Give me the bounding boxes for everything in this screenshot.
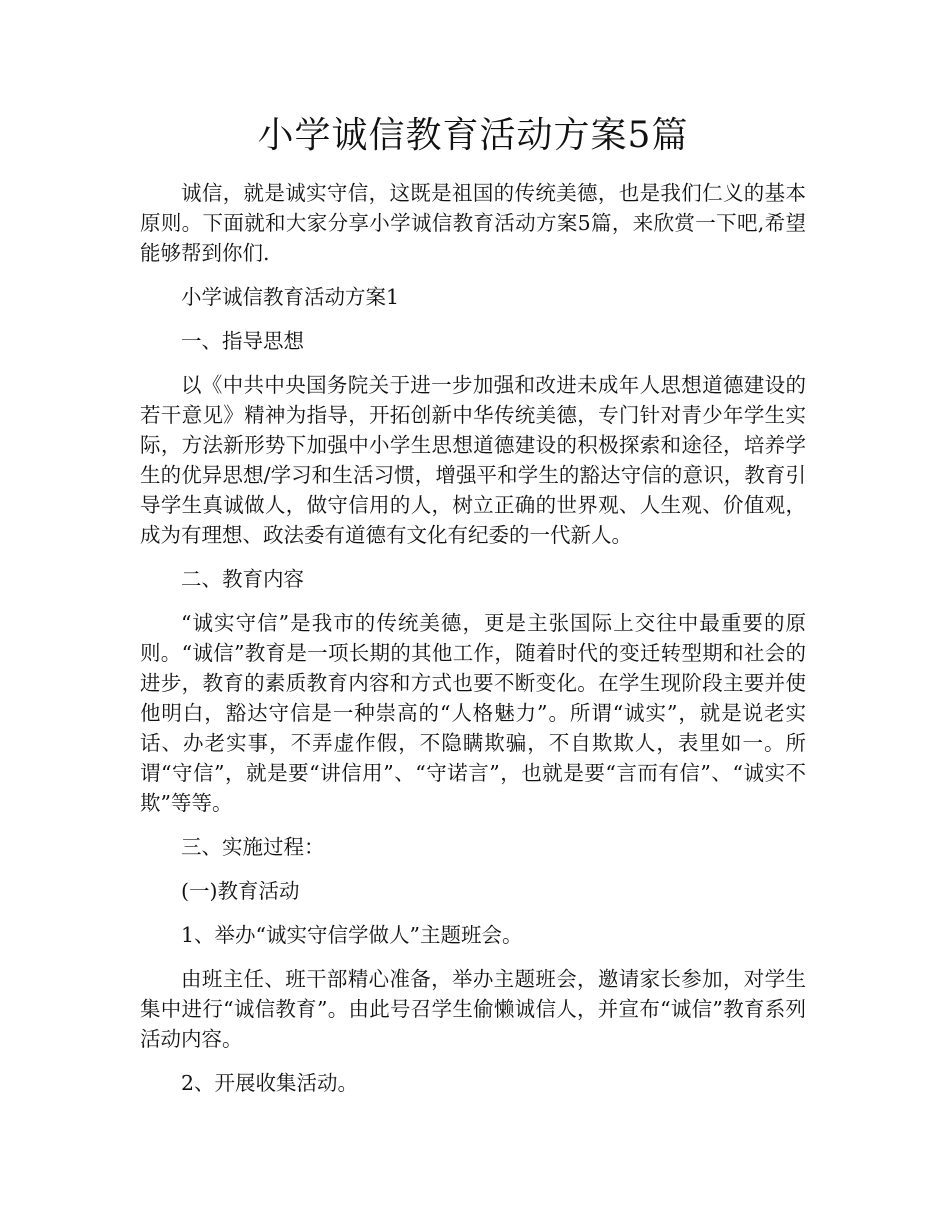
document-title: 小学诚信教育活动方案5篇	[257, 115, 689, 156]
paragraph-education-content: “诚实守信”是我市的传统美德，更是主张国际上交往中最重要的原则。“诚信”教育是一项长期的其他工作，随着时代的变迁转型期和社会的进步，教育的素质教育内容和方式也要不断变化。在学生现阶段主要并使他明白，豁达守信是一种崇高的“人格魅力”。所谓“诚实”，就是说老实话、办老实事，不弄虚作假，不隐瞒欺骗，不自欺欺人，表里如一。所谓“守信”，就是要“讲信用”、“守诺言”，也就是要“言而有信”、“诚实不欺”等等。	[140, 611, 806, 815]
heading-education-content: 二、教育内容	[181, 567, 304, 591]
paragraph-guiding-ideology: 以《中共中央国务院关于进一步加强和改进未成年人思想道德建设的若干意见》精神为指导，开拓创新中华传统美德，专门针对青少年学生实际，方法新形势下加强中小学生思想道德建设的积极探索和途径，培养学生的优异思想/学习和生活习惯，增强平和学生的豁达守信的意识，教育引导学生真诚做人，做守信用的人，树立正确的世界观、人生观、价值观，成为有理想、政法委有道德有文化有纪委的一代新人。	[140, 373, 806, 547]
intro-paragraph: 诚信，就是诚实守信，这既是祖国的传统美德，也是我们仁义的基本原则。下面就和大家分享小学诚信教育活动方案5篇，来欣赏一下吧,希望能够帮到你们.	[140, 181, 806, 265]
heading-guiding-ideology: 一、指导思想	[181, 329, 304, 353]
document-page	[140, 108, 806, 1112]
section-title-plan-1: 小学诚信教育活动方案1	[181, 285, 400, 309]
heading-implementation: 三、实施过程：	[181, 835, 325, 859]
item-class-meeting: 1、举办“诚实守信学做人”主题班会。	[181, 923, 523, 947]
paragraph-class-meeting: 由班主任、班干部精心准备，举办主题班会，邀请家长参加，对学生集中进行“诚信教育”。由此号召学生偷懒诚信人，并宣布“诚信”教育系列活动内容。	[140, 967, 806, 1051]
item-collection-activity: 2、开展收集活动。	[181, 1071, 359, 1095]
subheading-education-activities: (一)教育活动	[181, 879, 300, 903]
